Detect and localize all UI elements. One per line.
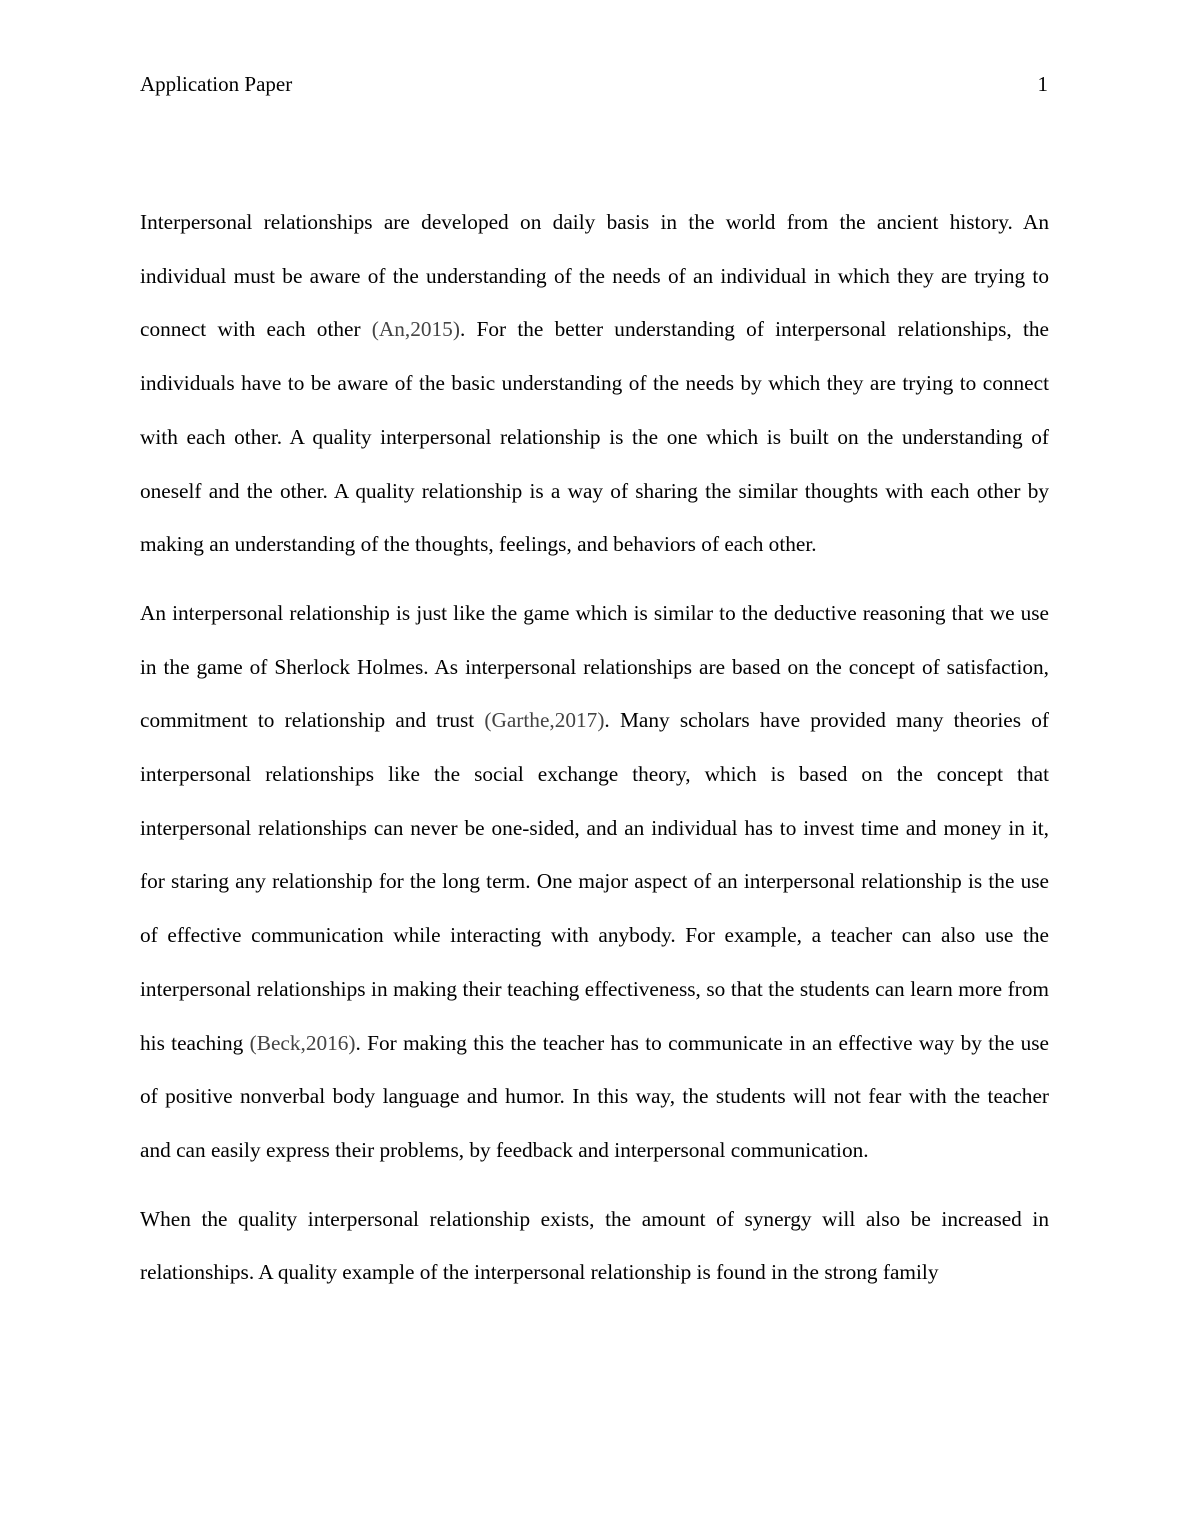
paragraph-1-text-a: Interpersonal relationships are developed on daily basis in the world from the ancient history. An individual must be aware of the understanding of the needs of an individual in which they are trying to connect with each other bbox=[140, 210, 1049, 342]
paragraph-2-text-a: An interpersonal relationship is just like the game which is similar to the deductive reasoning that we use in the game of Sherlock Holmes. As interpersonal relationships are based on the concept of satisfaction, commitment to relationship and trust bbox=[140, 600, 1049, 733]
paragraph-3 bbox=[140, 1193, 1049, 1300]
citation-an-2015: (An,2015) bbox=[371, 317, 460, 342]
paragraph-1 bbox=[140, 196, 1049, 572]
citation-beck-2016: (Beck,2016) bbox=[249, 1030, 356, 1055]
paragraph-2 bbox=[140, 587, 1049, 1178]
page-number: 1 bbox=[1037, 72, 1048, 96]
running-head bbox=[140, 70, 1050, 100]
body-text bbox=[140, 196, 1049, 1315]
paragraph-3-text-a: When the quality interpersonal relationship exists, the amount of synergy will also be increased in relationships. A quality example of the interpersonal relationship is found in the strong family bbox=[140, 1206, 1049, 1285]
paragraph-2-text-c: . For making this the teacher has to communicate in an effective way by the use of positive nonverbal body language and humor. In this way, the students will not fear with the teacher and can easily express their problems, by feedback and interpersonal communication. bbox=[140, 1030, 1050, 1162]
paragraph-2-text-b: . Many scholars have provided many theories of interpersonal relationships like the social exchange theory, which is based on the concept that interpersonal relationships can never be one-sided, and an individual has to invest time and money in it, for staring any relationship for the long term. One major aspect of an interpersonal relationship is the use of effective communication while interacting with anybody. For example, a teacher can also use the interpersonal relationships in making their teaching effectiveness, so that the students can learn more from his teaching bbox=[140, 708, 1049, 1055]
citation-garthe-2017: (Garthe,2017) bbox=[484, 708, 605, 733]
running-head-title: Application Paper bbox=[140, 72, 293, 96]
paragraph-1-text-b: . For the better understanding of interpersonal relationships, the individuals have to be aware of the basic understanding of the needs by which they are trying to connect with each other. A quality interpersonal relationship is the one which is built on the understanding of oneself and the other. A quality relationship is a way of sharing the similar thoughts with each other by making an understanding of the thoughts, feelings, and behaviors of each other. bbox=[140, 317, 1049, 557]
